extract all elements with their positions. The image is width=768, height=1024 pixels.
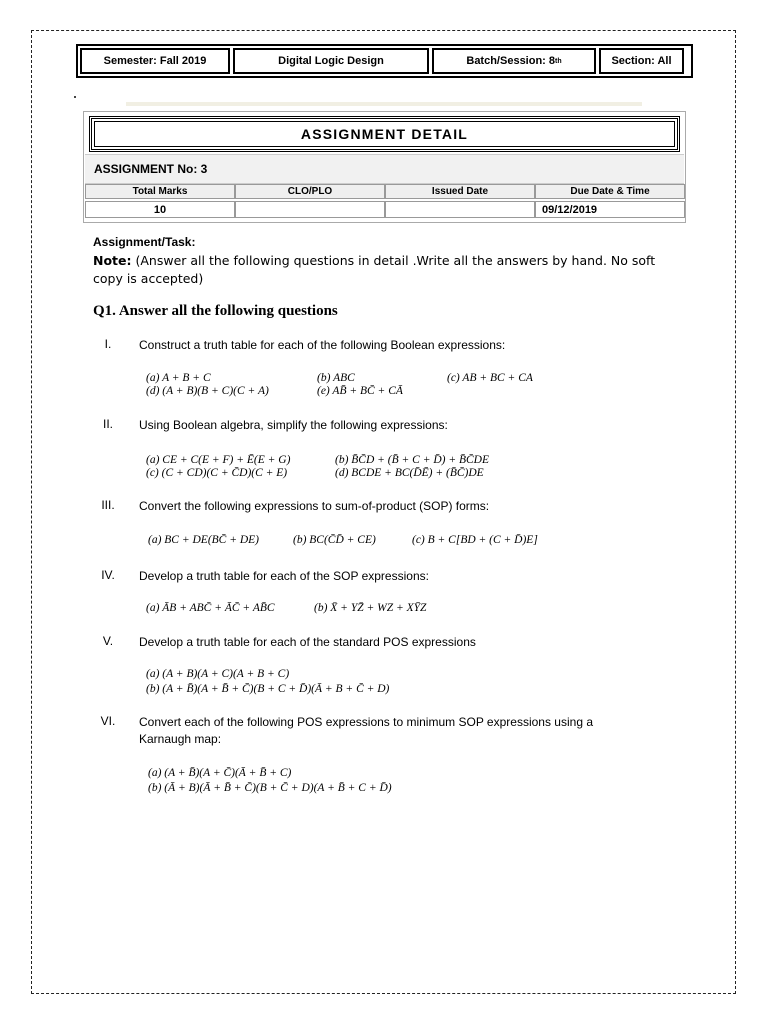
math-expression: (b) X̄ + YZ̄ + WZ + XȲZ	[314, 602, 427, 614]
math-expression: (a) BC + DE(BC̄ + DE)	[148, 534, 260, 546]
batch-sup: th	[555, 57, 562, 65]
course-cell	[233, 48, 429, 74]
math-expression: (b) (A + B̄)(A + B̄ + C̄)(B + C + D̄)(Ā + B + C̄ + D)	[146, 683, 390, 695]
val-due-date: 09/12/2019	[535, 201, 685, 218]
math-expression: (d) BCDE + BC(D̄Ē) + (B̄C̄)DE	[335, 467, 484, 479]
assignment-info-grid	[85, 184, 686, 218]
math-expression: (c) (C + CD)(C + C̄D)(C + E)	[146, 467, 288, 479]
stray-dot	[74, 96, 76, 98]
section-cell	[599, 48, 684, 74]
assignment-detail-box	[83, 111, 686, 223]
math-expression: (a) (A + B)(A + C)(A + B + C)	[146, 668, 290, 680]
val-clo-plo	[235, 201, 385, 218]
col-due-date: Due Date & Time	[535, 184, 685, 199]
note-paragraph	[93, 252, 673, 288]
math-expression: (b) BC(C̄D̄ + CE)	[293, 534, 376, 546]
batch-cell	[432, 48, 596, 74]
math-expression: (e) AB̄ + BC̄ + CĀ	[317, 385, 403, 397]
val-issued-date	[385, 201, 535, 218]
math-expression: (a) (A + B̄)(A + C̄)(Ā + B̄ + C)	[148, 767, 292, 779]
math-expression: (a) A + B + C	[146, 372, 211, 384]
math-expression: (b) (Ā + B)(Ā + B̄ + C̄)(B + C̄ + D)(A + B̄ + C + D̄)	[148, 782, 392, 794]
section-text: Section: All	[611, 55, 672, 67]
header-bar	[76, 44, 693, 78]
question-number: II.	[102, 417, 113, 431]
question-number: IV.	[101, 568, 115, 582]
assignment-title: ASSIGNMENT DETAIL	[89, 116, 680, 152]
semester-text: Semester: Fall 2019	[103, 55, 207, 67]
note-label: Note:	[93, 253, 132, 268]
val-total-marks: 10	[85, 201, 235, 218]
assignment-number: ASSIGNMENT No: 3	[85, 154, 684, 184]
note-text: (Answer all the following questions in detail .Write all the answers by hand. No soft copy is accepted)	[93, 253, 656, 286]
math-expression: (b) B̄C̄D + (B̄ + C + D̄) + B̄C̄DE	[335, 454, 490, 466]
faint-divider	[126, 102, 642, 106]
task-label: Assignment/Task:	[93, 235, 196, 249]
math-expression: (c) B + C[BD + (C + D̄)E]	[412, 534, 538, 546]
course-text: Digital Logic Design	[278, 55, 384, 67]
question-text: Using Boolean algebra, simplify the following expressions:	[139, 418, 448, 432]
col-clo-plo: CLO/PLO	[235, 184, 385, 199]
question-text: Convert each of the following POS expressions to minimum SOP expressions using a Karnaugh map:	[139, 715, 593, 746]
q1-title: Q1. Answer all the following questions	[93, 303, 338, 319]
question-text: Construct a truth table for each of the following Boolean expressions:	[139, 338, 506, 352]
question-text: Develop a truth table for each of the SOP expressions:	[139, 569, 429, 583]
question-number: I.	[104, 337, 112, 351]
math-expression: (d) (A + B)(B + C)(C + A)	[146, 385, 269, 397]
batch-text: Batch/Session: 8	[466, 55, 556, 67]
col-issued-date: Issued Date	[385, 184, 535, 199]
math-expression: (c) AB + BC + CA	[447, 372, 533, 384]
question-number: V.	[102, 634, 114, 648]
question-text: Develop a truth table for each of the standard POS expressions	[139, 635, 476, 649]
math-expression: (a) CE + C(E + F) + Ē(E + G)	[146, 454, 291, 466]
question-number: VI.	[100, 714, 116, 728]
question-number: III.	[101, 498, 115, 512]
math-expression: (a) ĀB + ABC̄ + ĀC̄ + AB̄C	[146, 602, 275, 614]
col-total-marks: Total Marks	[85, 184, 235, 199]
question-text: Convert the following expressions to sum-of-product (SOP) forms:	[139, 499, 490, 513]
semester-cell	[80, 48, 230, 74]
math-expression: (b) ABC	[317, 372, 355, 384]
